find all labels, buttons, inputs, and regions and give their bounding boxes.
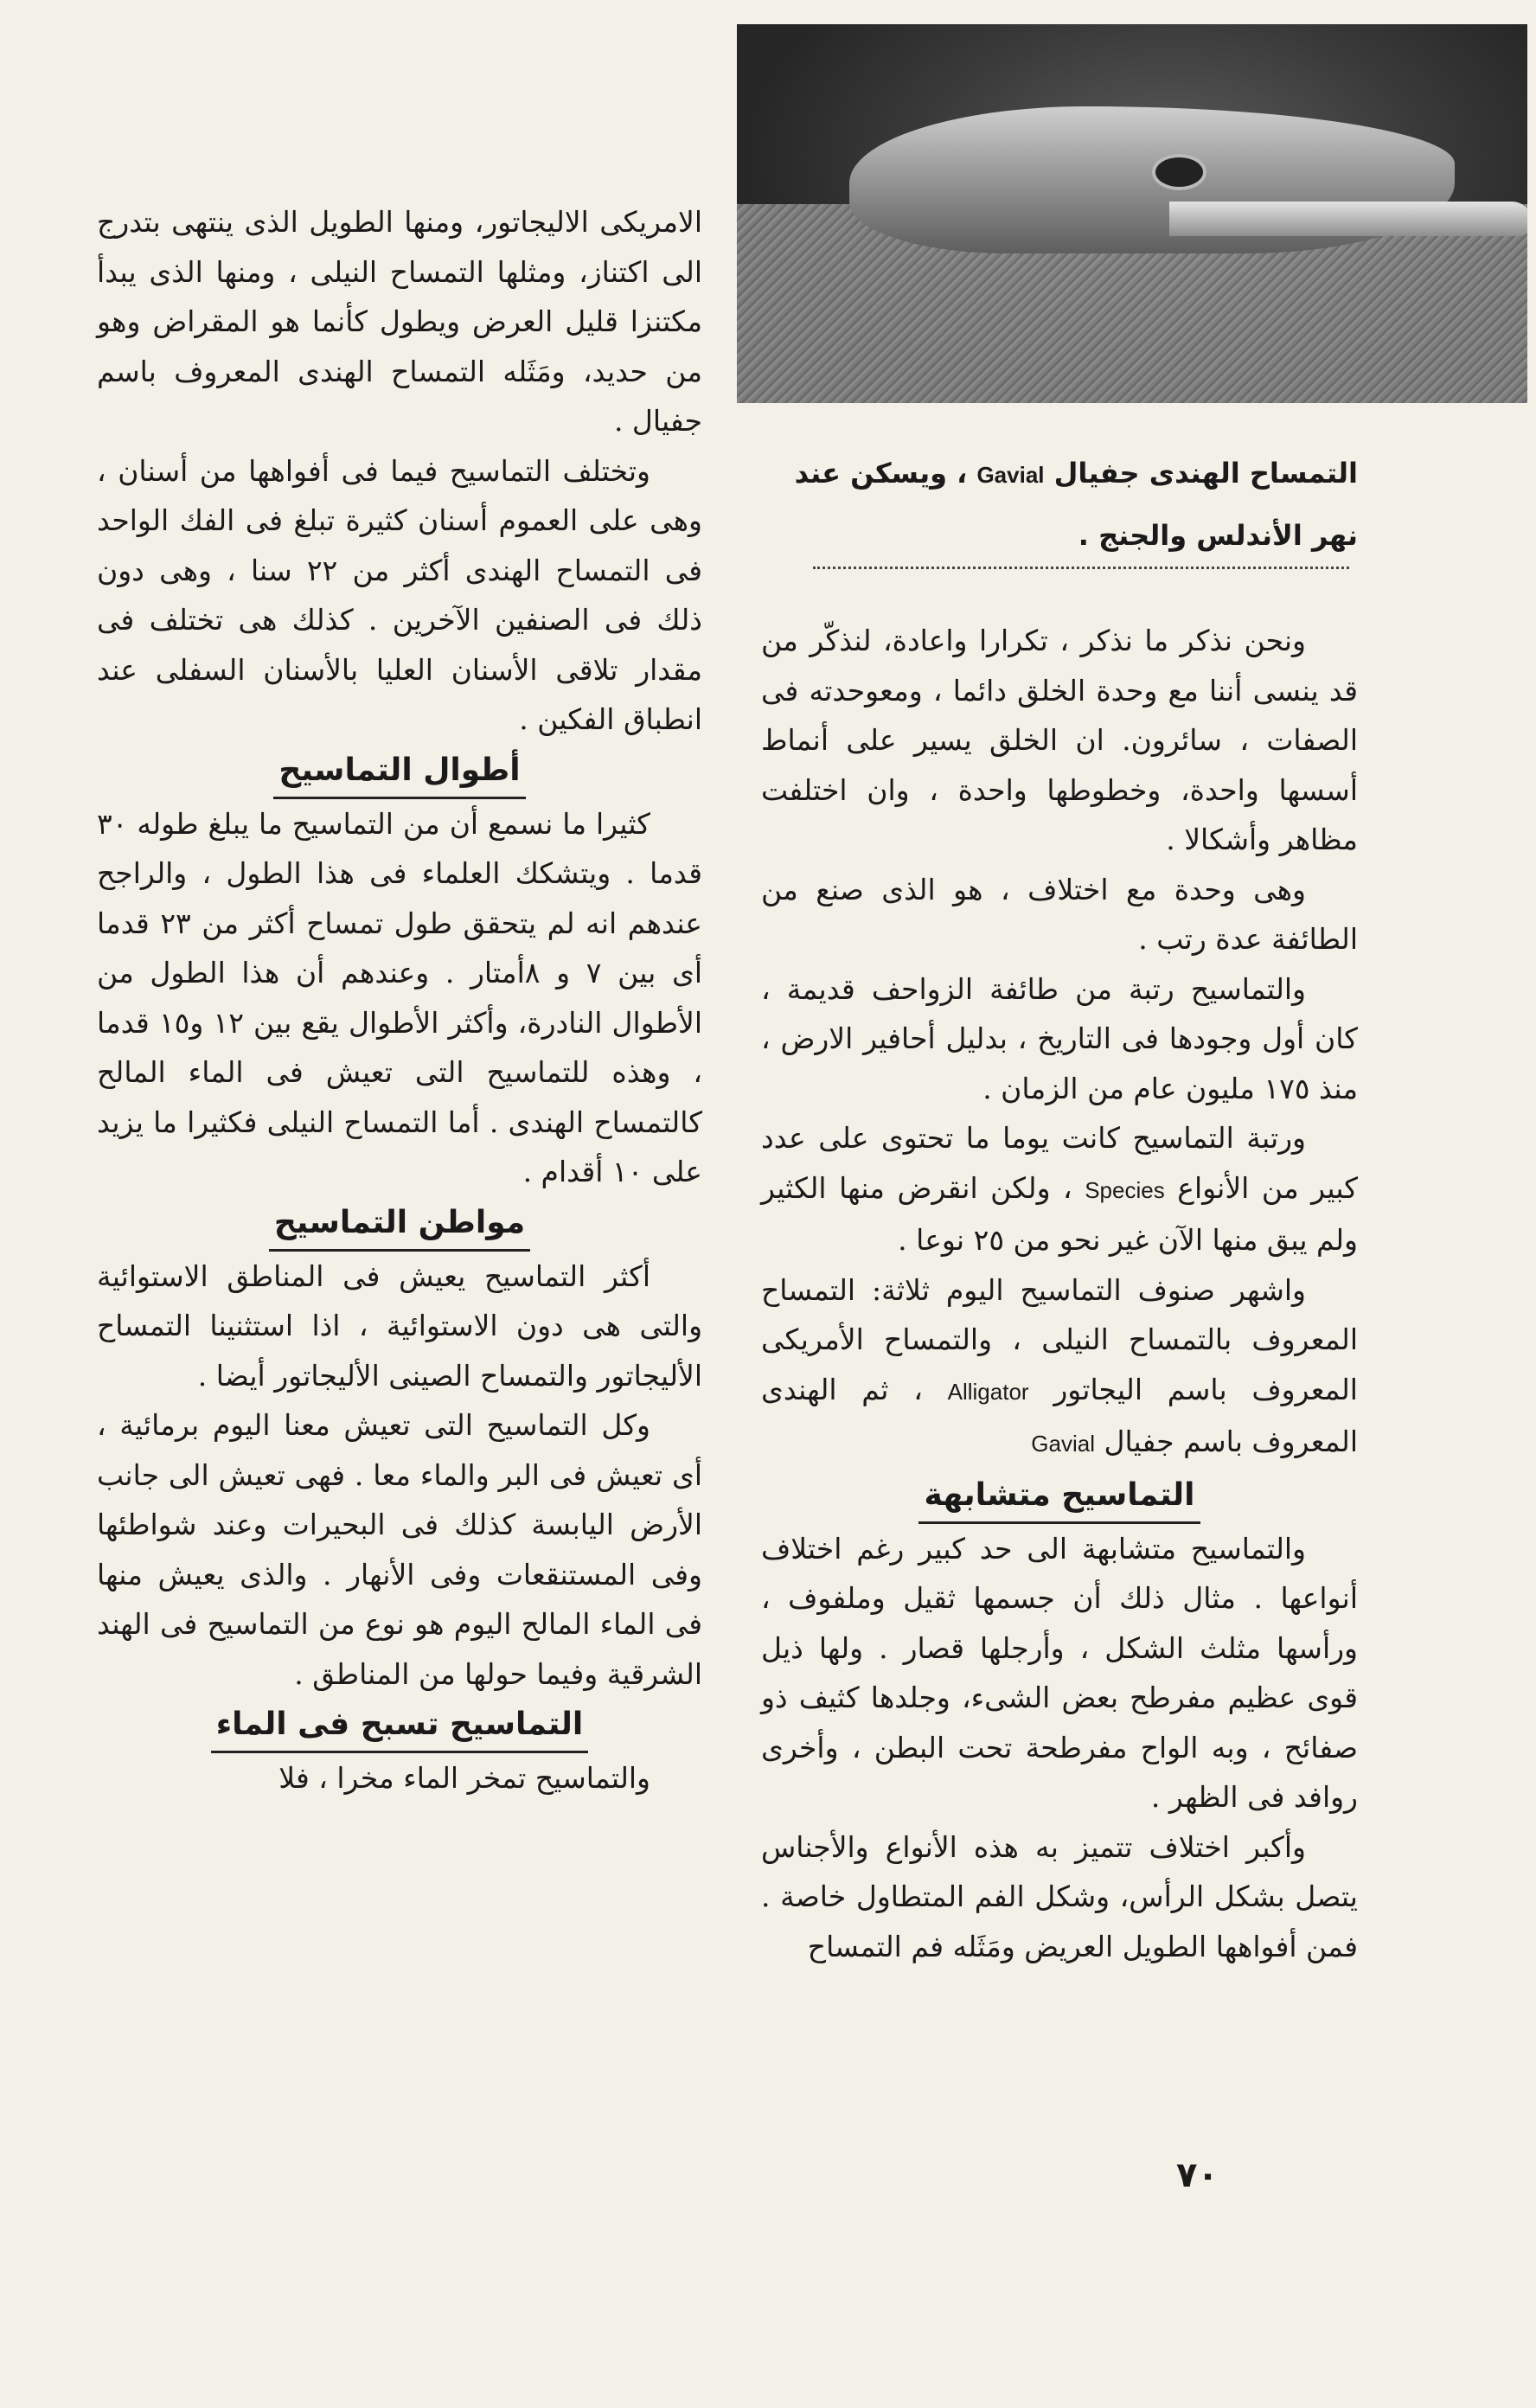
page-number: ٧٠ [1176,2155,1219,2195]
right-column [761,616,1358,1971]
photo-caption [761,443,1358,566]
paragraph: الامريكى الاليجاتور، ومنها الطويل الذى ينتهى بتدرج الى اكتناز، ومثلها التمساح النيلى ، ومنها الذى يبدأ مكتنزا قليل العرض ويطول كأنما هو المقراض وهو من حديد، ومَثَله التمساح الهندى المعروف باسم جفيال . [97,205,702,438]
section-heading-habitats: مواطن التماسيح [97,1197,702,1252]
kinds-paragraph: واشهر صنوف التماسيح اليوم ثلاثة: التمساح المعروف بالتمساح النيلى ، والتمساح الأمريكى المعروف باسم اليجاتور Alligator ، ثم الهندى المعروف باسم جفيال Gavial [761,1272,1358,1458]
paragraph: وتختلف التماسيح فيما فى أفواهها من أسنان ، وهى على العموم أسنان كثيرة تبلغ فى الفك الواحد فى التمساح الهندى أكثر من ٢٢ سنا ، وهى دون ذلك فى الصنفين الآخرين . كذلك هى تختلف فى مقدار تلاقى الأسنان العليا بالأسنان السفلى عند انطباق الفكين . [97,453,703,736]
gavial-photo [737,24,1527,403]
left-column [97,197,702,1803]
paragraph: والتماسيح متشابهة الى حد كبير رغم اختلاف أنواعها . مثال ذلك أن جسمها ثقيل وملفوف ، ورأسها مثلث الشكل ، وأرجلها قصار . ولها ذيل قوى عظيم مفرطح بعض الشىء، وجلدها كثيف ذو صفائح ، وبه الواح مفرطحة تحت البطن ، وأخرى روافد فى الظهر . [761,1531,1358,1814]
section-heading-similar: التماسيح متشابهة [761,1470,1358,1524]
photo-gavial-eye [1152,154,1206,190]
paragraph: وهى وحدة مع اختلاف ، هو الذى صنع من الطائفة عدة رتب . [761,872,1358,956]
species-paragraph: ورتبة التماسيح كانت يوما ما تحتوى على عدد كبير من الأنواع Species ، ولكن انقرض منها الكثير ولم يبق منها الآن غير نحو من ٢٥ نوعا . [761,1121,1358,1257]
caption-line-2: نهر الأندلس والجنج . [1078,519,1358,552]
paragraph: كثيرا ما نسمع أن من التماسيح ما يبلغ طوله ٣٠ قدما . ويتشكك العلماء فى هذا الطول ، والراجح عندهم انه لم يتحقق طول تمساح أكثر من ٢٣ قدما أى بين ٧ و ٨أمتار . وعندهم أن هذا الطول من الأطوال النادرة، وأكثر الأطوال يقع بين ١٢ و١٥ قدما ، وهذه للتماسيح التى تعيش فى الماء المالح كالتمساح الهندى . أما التمساح النيلى فكثيرا ما يزيد على ١٠ أقدام . [97,806,703,1188]
section-heading-lengths: أطوال التماسيح [97,745,702,799]
paragraph: والتماسيح رتبة من طائفة الزواحف قديمة ، كان أول وجودها فى التاريخ ، بدليل أحافير الارض ، منذ ١٧٥ مليون عام من الزمان . [761,971,1358,1105]
paragraph: وكل التماسيح التى تعيش معنا اليوم برمائية ، أى تعيش فى البر والماء معا . فهى تعيش الى جانب الأرض اليابسة كذلك فى البحيرات وعند شواطئها وفى المستنقعات وفى الأنهار . والذى يعيش منها فى الماء المالح اليوم هو نوع من التماسيح فى الهند الشرقية وفيما حولها من المناطق . [97,1408,702,1691]
section-heading-swimming: التماسيح تسبح فى الماء [97,1699,702,1753]
caption-divider [813,567,1349,569]
caption-line-1: التمساح الهندى جفيال Gavial ، ويسكن عند [794,457,1358,490]
paragraph: ونحن نذكر ما نذكر ، تكرارا واعادة، لنذكّر من قد ينسى أننا مع وحدة الخلق دائما ، ومعوحدته فى الصفات ، سائرون. ان الخلق يسير على أنماط أسسها واحدة، وخطوطها واحدة ، وان اختلفت مظاهر وأشكالا . [761,624,1358,856]
paragraph: والتماسيح تمخر الماء مخرا ، فلا [278,1761,650,1795]
photo-gavial-snout [1169,202,1527,236]
paragraph: أكثر التماسيح يعيش فى المناطق الاستوائية والتى هى دون الاستوائية ، اذا استثنينا التمساح الأليجاتور والتمساح الصينى الأليجاتور أيضا . [97,1258,702,1393]
paragraph: وأكبر اختلاف تتميز به هذه الأنواع والأجناس يتصل بشكل الرأس، وشكل الفم المتطاول خاصة . فمن أفواهها الطويل العريض ومَثَله فم التمساح [761,1829,1358,1963]
